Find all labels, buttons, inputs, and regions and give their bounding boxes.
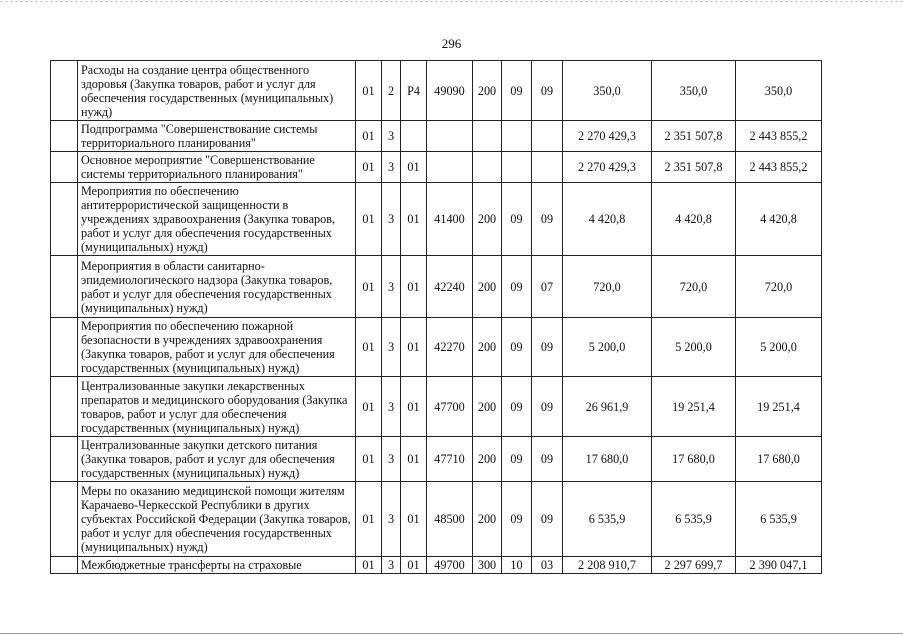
amount-year2-cell: 720,0: [652, 256, 736, 318]
subsection-cell: 07: [532, 256, 563, 318]
table-row: [51, 256, 822, 318]
subsection-cell: 09: [532, 61, 563, 121]
subsection-cell: 03: [532, 557, 563, 574]
scan-bottom-edge: [0, 633, 903, 634]
expense-type-cell: 200: [473, 377, 502, 437]
program-code-cell: 01: [356, 61, 382, 121]
amount-year3-cell: 2 443 855,2: [736, 152, 822, 183]
amount-year3-cell: 2 390 047,1: [736, 557, 822, 574]
program-code-cell: 01: [356, 121, 382, 152]
direction-code-cell: 42240: [427, 256, 473, 318]
subprogram-code-cell: 2: [382, 61, 401, 121]
amount-year2-cell: 4 420,8: [652, 183, 736, 256]
amount-year1-cell: 6 535,9: [563, 482, 652, 557]
program-code-cell: 01: [356, 183, 382, 256]
direction-code-cell: 48500: [427, 482, 473, 557]
direction-code-cell: 47700: [427, 377, 473, 437]
activity-code-cell: 01: [401, 318, 427, 377]
subprogram-code-cell: 3: [382, 437, 401, 482]
row-number-cell: [51, 256, 78, 318]
amount-year1-cell: 5 200,0: [563, 318, 652, 377]
activity-code-cell: [401, 121, 427, 152]
description-cell: Мероприятия в области санитарно-эпидемиологического надзора (Закупка товаров, работ и услуг для обеспечения государственных (муниципальных) нужд): [78, 256, 356, 318]
section-cell: 10: [502, 557, 532, 574]
table-row: [51, 482, 822, 557]
subsection-cell: 09: [532, 482, 563, 557]
activity-code-cell: 01: [401, 377, 427, 437]
expense-type-cell: 200: [473, 482, 502, 557]
row-number-cell: [51, 557, 78, 574]
description-cell: Межбюджетные трансферты на страховые: [78, 557, 356, 574]
amount-year2-cell: 350,0: [652, 61, 736, 121]
activity-code-cell: 01: [401, 183, 427, 256]
table-row: [51, 318, 822, 377]
amount-year2-cell: 2 351 507,8: [652, 152, 736, 183]
subprogram-code-cell: 3: [382, 256, 401, 318]
table-row: [51, 437, 822, 482]
page-number: 296: [441, 36, 462, 51]
direction-code-cell: [427, 152, 473, 183]
expense-type-cell: 200: [473, 256, 502, 318]
row-number-cell: [51, 437, 78, 482]
subsection-cell: 09: [532, 183, 563, 256]
row-number-cell: [51, 152, 78, 183]
expense-type-cell: 200: [473, 61, 502, 121]
expense-type-cell: [473, 121, 502, 152]
table-row: [51, 121, 822, 152]
scan-top-edge: [0, 1, 903, 2]
row-number-cell: [51, 183, 78, 256]
section-cell: [502, 121, 532, 152]
direction-code-cell: [427, 121, 473, 152]
amount-year2-cell: 6 535,9: [652, 482, 736, 557]
amount-year3-cell: 720,0: [736, 256, 822, 318]
expense-type-cell: 200: [473, 437, 502, 482]
subsection-cell: 09: [532, 437, 563, 482]
section-cell: 09: [502, 318, 532, 377]
amount-year1-cell: 4 420,8: [563, 183, 652, 256]
amount-year3-cell: 5 200,0: [736, 318, 822, 377]
activity-code-cell: 01: [401, 437, 427, 482]
amount-year2-cell: 19 251,4: [652, 377, 736, 437]
description-cell: Мероприятия по обеспечению пожарной безопасности в учреждениях здравоохранения (Закупка товаров, работ и услуг для обеспечения государственных (муниципальных) нужд): [78, 318, 356, 377]
subprogram-code-cell: 3: [382, 482, 401, 557]
subprogram-code-cell: 3: [382, 152, 401, 183]
section-cell: 09: [502, 482, 532, 557]
table-row: [51, 61, 822, 121]
program-code-cell: 01: [356, 377, 382, 437]
program-code-cell: 01: [356, 318, 382, 377]
amount-year2-cell: 5 200,0: [652, 318, 736, 377]
expense-type-cell: [473, 152, 502, 183]
direction-code-cell: 47710: [427, 437, 473, 482]
section-cell: 09: [502, 377, 532, 437]
section-cell: 09: [502, 256, 532, 318]
amount-year1-cell: 2 270 429,3: [563, 121, 652, 152]
table-row: [51, 557, 822, 574]
amount-year3-cell: 6 535,9: [736, 482, 822, 557]
amount-year3-cell: 350,0: [736, 61, 822, 121]
subsection-cell: [532, 152, 563, 183]
amount-year2-cell: 17 680,0: [652, 437, 736, 482]
subsection-cell: 09: [532, 377, 563, 437]
subprogram-code-cell: 3: [382, 377, 401, 437]
amount-year2-cell: 2 297 699,7: [652, 557, 736, 574]
description-cell: Расходы на создание центра общественного здоровья (Закупка товаров, работ и услуг для обеспечения государственных (муниципальных) нужд): [78, 61, 356, 121]
program-code-cell: 01: [356, 482, 382, 557]
activity-code-cell: 01: [401, 152, 427, 183]
direction-code-cell: 49090: [427, 61, 473, 121]
row-number-cell: [51, 121, 78, 152]
amount-year1-cell: 2 270 429,3: [563, 152, 652, 183]
program-code-cell: 01: [356, 256, 382, 318]
description-cell: Меры по оказанию медицинской помощи жителям Карачаево-Черкесской Республики в других субъектах Российской Федерации (Закупка товаров, работ и услуг для обеспечения государственных (муниципальных) нужд): [78, 482, 356, 557]
subprogram-code-cell: 3: [382, 318, 401, 377]
direction-code-cell: 42270: [427, 318, 473, 377]
description-cell: Подпрограмма "Совершенствование системы территориального планирования": [78, 121, 356, 152]
amount-year1-cell: 17 680,0: [563, 437, 652, 482]
program-code-cell: 01: [356, 437, 382, 482]
activity-code-cell: 01: [401, 557, 427, 574]
activity-code-cell: P4: [401, 61, 427, 121]
table-row: [51, 152, 822, 183]
row-number-cell: [51, 61, 78, 121]
amount-year2-cell: 2 351 507,8: [652, 121, 736, 152]
subprogram-code-cell: 3: [382, 557, 401, 574]
amount-year1-cell: 26 961,9: [563, 377, 652, 437]
description-cell: Централизованные закупки лекарственных препаратов и медицинского оборудования (Закупка товаров, работ и услуг для обеспечения государственных (муниципальных) нужд): [78, 377, 356, 437]
budget-table: [50, 60, 822, 574]
amount-year3-cell: 4 420,8: [736, 183, 822, 256]
subprogram-code-cell: 3: [382, 183, 401, 256]
subsection-cell: [532, 121, 563, 152]
program-code-cell: 01: [356, 557, 382, 574]
table-row: [51, 377, 822, 437]
amount-year3-cell: 2 443 855,2: [736, 121, 822, 152]
amount-year3-cell: 17 680,0: [736, 437, 822, 482]
description-cell: Основное мероприятие "Совершенствование системы территориального планирования": [78, 152, 356, 183]
amount-year1-cell: 2 208 910,7: [563, 557, 652, 574]
section-cell: 09: [502, 183, 532, 256]
expense-type-cell: 200: [473, 318, 502, 377]
description-cell: Мероприятия по обеспечению антитеррористической защищенности в учреждениях здравоохранения (Закупка товаров, работ и услуг для обеспечения государственных (муниципальных) нужд): [78, 183, 356, 256]
activity-code-cell: 01: [401, 256, 427, 318]
program-code-cell: 01: [356, 152, 382, 183]
subprogram-code-cell: 3: [382, 121, 401, 152]
table-row: [51, 183, 822, 256]
expense-type-cell: 200: [473, 183, 502, 256]
direction-code-cell: 41400: [427, 183, 473, 256]
row-number-cell: [51, 377, 78, 437]
section-cell: 09: [502, 61, 532, 121]
section-cell: 09: [502, 437, 532, 482]
expense-type-cell: 300: [473, 557, 502, 574]
section-cell: [502, 152, 532, 183]
direction-code-cell: 49700: [427, 557, 473, 574]
amount-year3-cell: 19 251,4: [736, 377, 822, 437]
subsection-cell: 09: [532, 318, 563, 377]
amount-year1-cell: 350,0: [563, 61, 652, 121]
description-cell: Централизованные закупки детского питания (Закупка товаров, работ и услуг для обеспечения государственных (муниципальных) нужд): [78, 437, 356, 482]
row-number-cell: [51, 482, 78, 557]
amount-year1-cell: 720,0: [563, 256, 652, 318]
activity-code-cell: 01: [401, 482, 427, 557]
row-number-cell: [51, 318, 78, 377]
